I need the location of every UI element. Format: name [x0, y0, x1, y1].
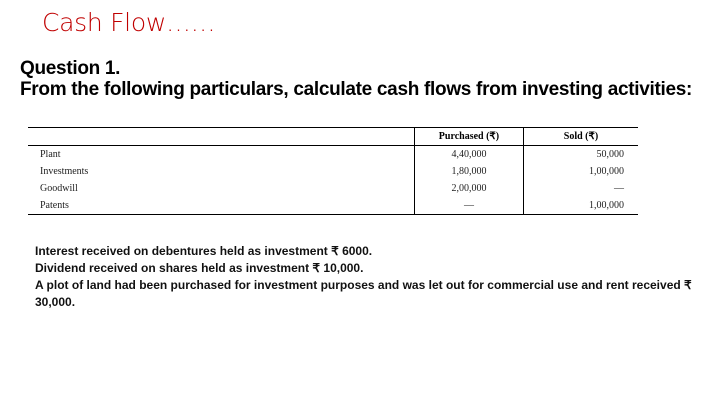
header-sold: Sold (₹) — [524, 128, 639, 146]
row-purchased: 1,80,000 — [414, 163, 523, 180]
row-item: Patents — [28, 197, 414, 215]
row-item: Investments — [40, 166, 89, 177]
note-dividend: Dividend received on shares held as investment ₹ 10,000. — [35, 261, 364, 275]
row-purchased: — — [414, 197, 523, 215]
question-prompt: From the following particulars, calculate cash flows from investing activities: — [20, 79, 693, 100]
table-row — [28, 197, 638, 215]
row-sold: 1,00,000 — [524, 163, 639, 180]
table-row — [28, 180, 638, 197]
table-header-row — [28, 128, 638, 146]
additional-notes — [35, 243, 695, 311]
particulars-table — [28, 127, 638, 215]
slide-title: Cash Flow…… — [42, 8, 216, 37]
question-block — [20, 58, 700, 100]
question-number: Question 1. — [20, 58, 121, 79]
header-particulars — [28, 128, 414, 146]
row-sold: 1,00,000 — [524, 197, 639, 215]
row-sold: 50,000 — [524, 146, 639, 164]
row-purchased: 2,00,000 — [414, 180, 523, 197]
table-row — [28, 163, 638, 180]
note-rent: A plot of land had been purchased for investment purposes and was let out for commercial use and rent received ₹ 30,000. — [35, 278, 692, 309]
row-purchased: 4,40,000 — [414, 146, 523, 164]
header-purchased: Purchased (₹) — [414, 128, 523, 146]
row-item: Plant — [40, 149, 61, 160]
row-item: Goodwill — [40, 183, 78, 194]
note-interest: Interest received on debentures held as investment ₹ 6000. — [35, 244, 373, 258]
table-row — [28, 146, 638, 164]
row-sold: — — [524, 180, 639, 197]
